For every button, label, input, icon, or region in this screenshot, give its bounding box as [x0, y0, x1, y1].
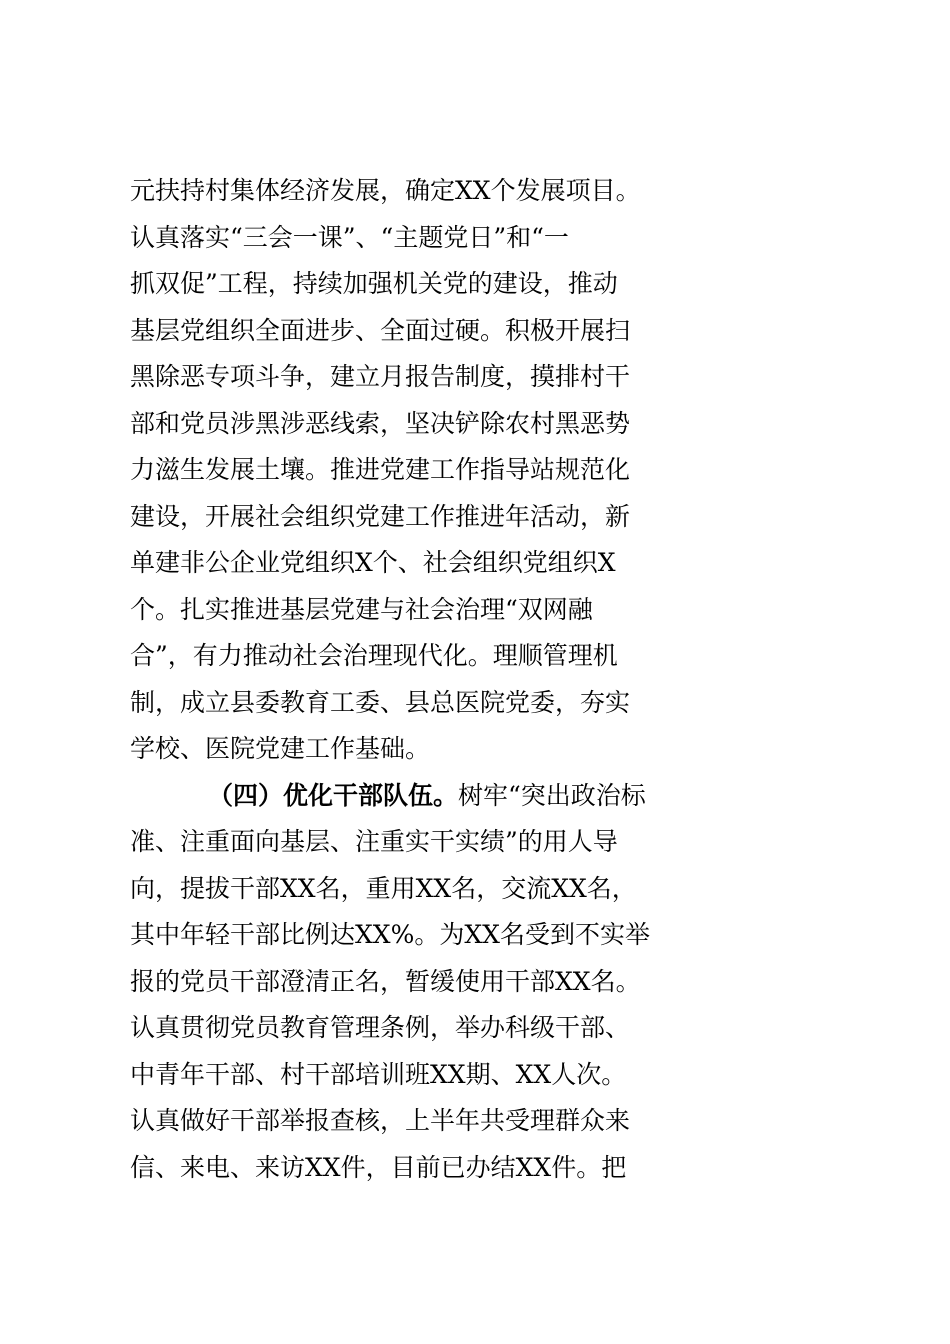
text-line: 单建非公企业党组织X个、社会组织党组织X	[130, 548, 616, 577]
text-line: 认真做好干部举报查核，上半年共受理群众来	[130, 1106, 631, 1135]
text-line: 准、注重面向基层、注重实干实绩”的用人导	[130, 827, 618, 856]
text-line: 向，提拔干部XX名，重用XX名，交流XX名，	[130, 873, 637, 903]
text-line: 合”，有力推动社会治理现代化。理顺管理机	[130, 641, 618, 670]
text-line: 信、来电、来访XX件，目前已办结XX件。把	[130, 1152, 627, 1182]
text-line: 力滋生发展土壤。推进党建工作指导站规范化	[130, 455, 631, 484]
text-line: 认真贯彻党员教育管理条例，举办科级干部、	[130, 1013, 631, 1042]
text-line: 抓双促”工程，持续加强机关党的建设，推动	[130, 269, 618, 298]
text-line: 认真落实“三会一课”、“主题党日”和“一	[130, 222, 569, 252]
text-line: 中青年干部、村干部培训班XX期、XX人次。	[130, 1059, 627, 1089]
section-heading: （四）优化干部队伍。	[208, 780, 459, 810]
text-line: 黑除恶专项斗争，建立月报告制度，摸排村干	[130, 362, 631, 391]
text-line: 制，成立县委教育工委、县总医院党委，夯实	[130, 687, 631, 717]
section-first-line	[130, 773, 850, 820]
text-line: 报的党员干部澄清正名，暂缓使用干部XX名。	[130, 966, 641, 996]
text-line: 其中年轻干部比例达XX%。为XX名受到不实举	[130, 920, 650, 949]
section-first-line-text: 树牢“突出政治标	[458, 780, 646, 810]
text-line: 元扶持村集体经济发展，确定XX个发展项目。	[130, 176, 641, 205]
document-body	[130, 168, 850, 1191]
text-line: 个。扎实推进基层党建与社会治理“双网融	[130, 594, 593, 624]
text-line: 建设，开展社会组织党建工作推进年活动，新	[130, 501, 631, 531]
text-line: 基层党组织全面进步、全面过硬。积极开展扫	[130, 315, 631, 345]
text-line: 部和党员涉黑涉恶线索，坚决铲除农村黑恶势	[130, 408, 631, 438]
text-line: 学校、医院党建工作基础。	[130, 734, 431, 763]
